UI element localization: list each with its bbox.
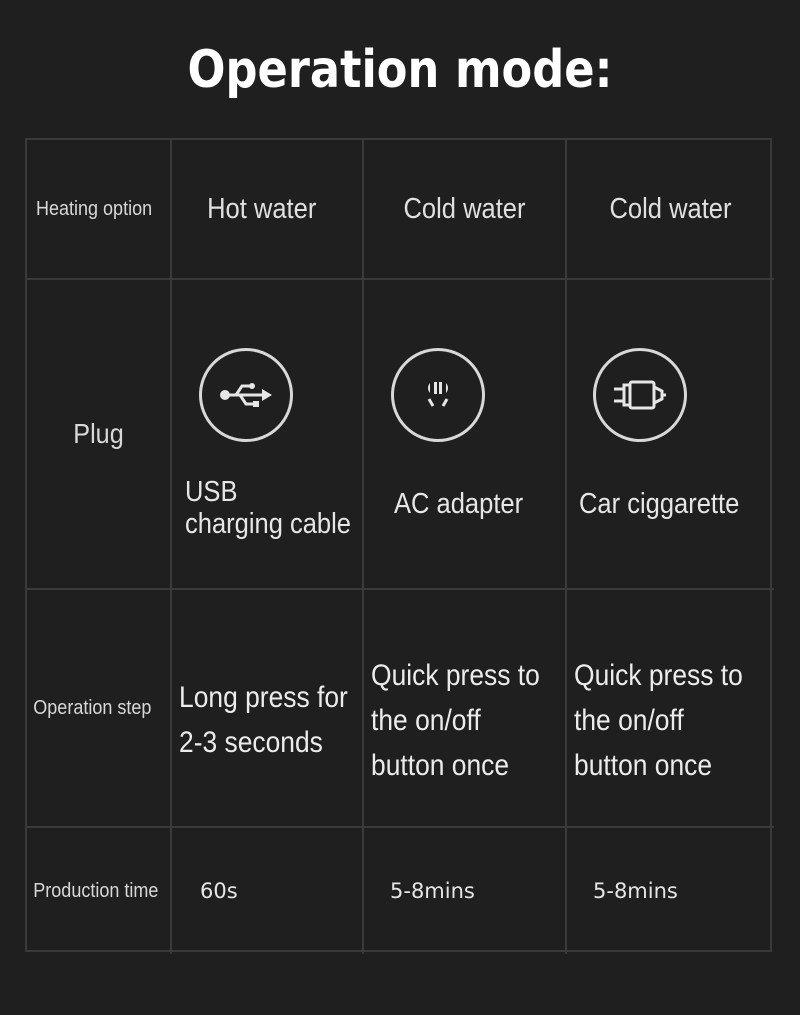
production-time-value: 5-8mins bbox=[390, 879, 475, 903]
production-time-value: 5-8mins bbox=[593, 879, 678, 903]
production-time-value: 60s bbox=[200, 879, 238, 903]
plug-option-line: Car ciggarette bbox=[579, 488, 740, 520]
plug-option-line: AC adapter bbox=[394, 488, 524, 520]
operation-step-line: the on/off bbox=[371, 703, 481, 737]
production-time-cell bbox=[364, 828, 567, 954]
heating-option-value: Cold water bbox=[403, 192, 526, 225]
plug-option-ac bbox=[364, 280, 567, 590]
page-title: Operation mode: bbox=[187, 40, 613, 100]
usb-icon bbox=[199, 348, 293, 442]
plug-option-text bbox=[394, 488, 523, 520]
operation-step-line: button once bbox=[371, 748, 510, 782]
operation-step-cell bbox=[364, 590, 567, 828]
heating-option-value: Cold water bbox=[609, 192, 732, 225]
plug-option-text bbox=[185, 476, 351, 540]
operation-step-text bbox=[172, 675, 348, 765]
operation-step-text bbox=[364, 653, 540, 788]
production-time-label-cell bbox=[27, 828, 172, 954]
plug-label-cell bbox=[27, 280, 172, 590]
operation-step-line: Quick press to bbox=[574, 658, 743, 692]
heating-option-cell bbox=[364, 140, 567, 280]
heating-option-cell bbox=[172, 140, 364, 280]
heating-option-label: Heating option bbox=[36, 197, 153, 220]
operation-step-label-cell bbox=[27, 590, 172, 828]
production-time-label: Production time bbox=[33, 879, 159, 902]
plug-label: Plug bbox=[73, 418, 124, 449]
heating-option-label-cell bbox=[27, 140, 172, 280]
operation-step-line: the on/off bbox=[574, 703, 684, 737]
operation-step-cell bbox=[567, 590, 774, 828]
car-charger-icon bbox=[593, 348, 687, 442]
operation-step-cell bbox=[172, 590, 364, 828]
plug-option-line: charging cable bbox=[185, 508, 352, 540]
ac-plug-icon bbox=[391, 348, 485, 442]
operation-step-line: Long press for bbox=[179, 681, 348, 714]
operation-step-line: button once bbox=[574, 748, 713, 782]
production-time-cell bbox=[567, 828, 774, 954]
plug-option-usb bbox=[172, 280, 364, 590]
plug-option-text bbox=[579, 488, 739, 520]
operation-step-line: 2-3 seconds bbox=[179, 726, 323, 759]
heating-option-cell bbox=[567, 140, 774, 280]
production-time-cell bbox=[172, 828, 364, 954]
operation-step-label: Operation step bbox=[33, 696, 152, 719]
plug-option-car bbox=[567, 280, 774, 590]
operation-step-line: Quick press to bbox=[371, 658, 540, 692]
operation-mode-table bbox=[25, 138, 772, 952]
operation-step-text bbox=[567, 653, 743, 788]
plug-option-line: USB bbox=[185, 476, 238, 508]
heating-option-value: Hot water bbox=[207, 192, 317, 225]
